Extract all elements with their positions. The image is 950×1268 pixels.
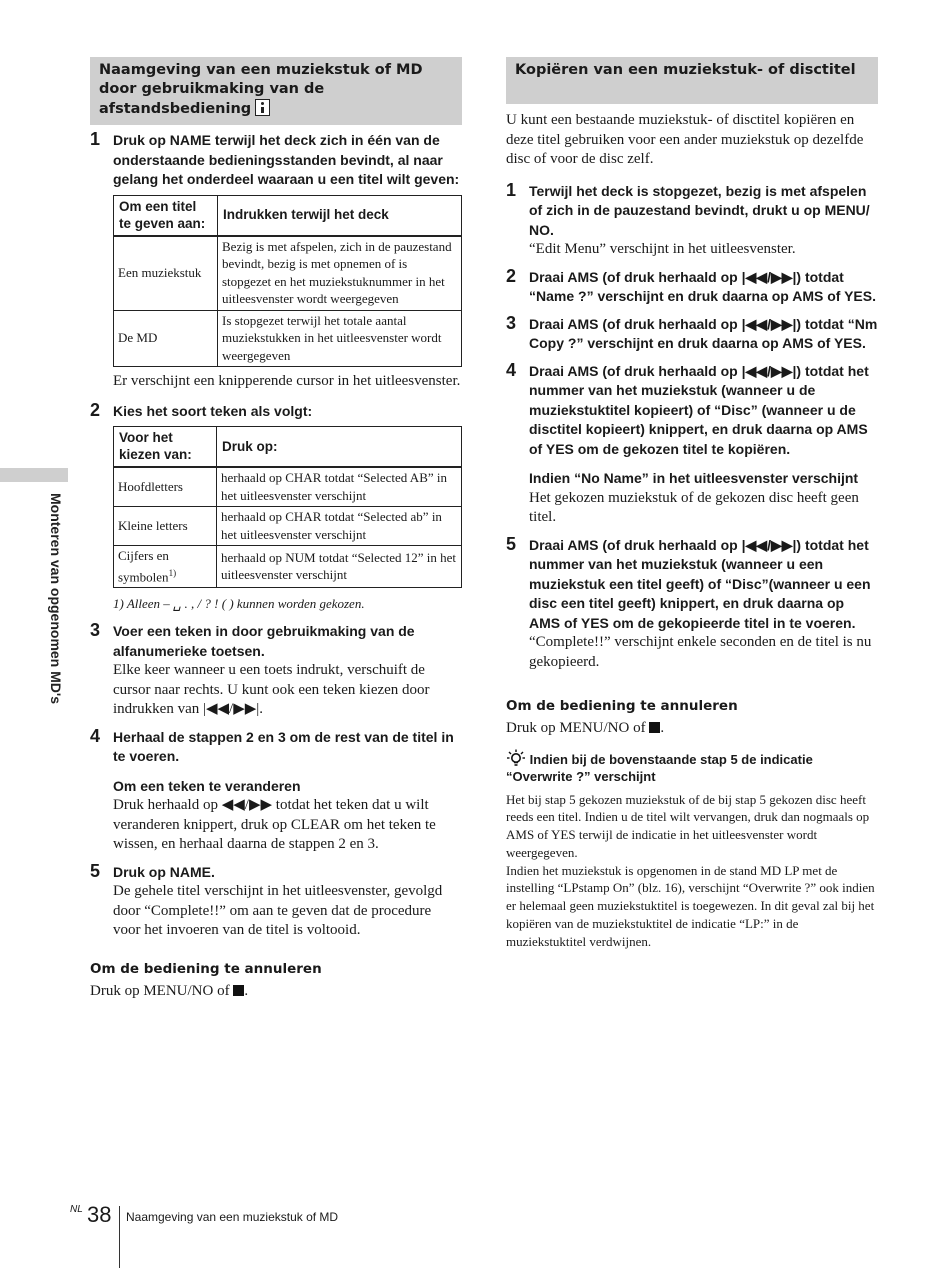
step-body: Het gekozen muziekstuk of de gekozen disc heeft geen titel. [529,489,859,525]
step-title: Kies het soort teken als volgt: [113,402,313,419]
step-number: 3 [506,312,517,333]
step-2 [506,265,878,307]
table-cell: Kleine letters [114,507,217,546]
page-number: 38 [87,1202,112,1227]
footer-running-title: Naamgeving van een muziekstuk of MD [126,1210,339,1224]
step-body: “Complete!!” verschijnt enkele seconden en de titel is nu gekopieerd. [529,634,872,670]
remote-control-icon [255,99,270,116]
step-title: Draai AMS (of druk herhaald op |◀◀/▶▶|) totdat het nummer van het muziekstuk (wanneer u de muziekstuktitel kopieert) of “Disc” (wanneer u de disctitel kopieert) knippert, en druk daarna op AMS of YES om de gekozen titel te kopiëren. [529,362,869,457]
tip-heading [506,749,878,785]
step-title: Draai AMS (of druk herhaald op |◀◀/▶▶|) totdat het nummer van het muziekstuk (wanneer u een muziekstuk een titel geeft) of “Disc”(wanneer u een disc een titel geeft) knippert, en druk daarna op AMS of YES om de gekopieerde titel in te voeren. [529,536,871,631]
table-header-cell: Druk op: [217,427,462,468]
step-body: Elke keer wanneer u een toets indrukt, verschuift de cursor naar rechts. U kunt ook een teken kiezen door indrukken van |◀◀/▶▶|. [113,662,430,718]
step-title: Druk op NAME. [113,863,215,880]
section-heading-text: Naamgeving van een muziekstuk of MD door gebruikmaking van de afstandsbediening [99,62,423,117]
side-tab-label: Monteren van opgenomen MD's [48,493,64,705]
step-5 [506,533,878,673]
step-number: 4 [506,359,517,380]
tip-body-2: Indien het muziekstuk is opgenomen in de stand MD LP met de instelling “LPstamp On” (blz. 16), verschijnt “Overwrite ?” ook indien er helemaal geen muziekstuktitel is toegewezen. In dit geval zal bij het kopiëren van de muziekstuktitel de indicatie “LP:” in de muziekstuktitel verdwijnen. [506,862,875,949]
step-number: 1 [506,179,517,200]
table-cell: De MD [114,310,218,367]
intro-text: U kunt een bestaande muziekstuk- of disctitel kopiëren en deze titel gebruiken voor een ander muziekstuk op dezelfde disc of voor de disc zelf. [506,112,864,167]
step-number: 5 [506,533,517,554]
table-header-row [114,427,462,468]
table-cell [114,546,217,588]
step-number: 4 [90,725,101,746]
table-header-cell: Indrukken terwijl het deck [218,195,462,236]
table-row [114,507,462,546]
table-header-row [114,195,462,236]
tip-heading-text: Indien bij de bovenstaande stap 5 de indicatie “Overwrite ?” verschijnt [506,751,813,784]
step-title: Terwijl het deck is stopgezet, bezig is met afspelen of zich in de pauzestand bevindt, drukt u op MENU/ NO. [529,182,870,238]
sub-heading: Om een teken te veranderen [113,777,301,794]
step-5 [90,860,462,941]
right-column [506,57,878,951]
step-3 [506,312,878,354]
step-body: De gehele titel verschijnt in het uitleesvenster, gevolgd door “Complete!!” om aan te geven dat de procedure voor het invoeren van de titel is voltooid. [113,883,443,939]
table-header-cell: Om een titel te geven aan: [114,195,218,236]
step-number: 3 [90,620,101,641]
section-heading-copy: Kopiëren van een muziekstuk- of disctitel [506,57,878,104]
step-body: “Edit Menu” verschijnt in het uitleesvenster. [529,241,796,257]
side-tab-marker [0,468,68,482]
table-cell: herhaald op NUM totdat “Selected 12” in het uitleesvenster verschijnt [217,546,462,588]
step-number: 2 [90,399,101,420]
table-cell: Hoofdletters [114,467,217,507]
table-cell: herhaald op CHAR totdat “Selected ab” in het uitleesvenster verschijnt [217,507,462,546]
stop-icon [233,985,244,996]
step-title: Draai AMS (of druk herhaald op |◀◀/▶▶|) totdat “Nm Copy ?” verschijnt en druk daarna op AMS of YES. [529,315,878,351]
step-number: 1 [90,129,101,149]
step-after-text: Er verschijnt een knipperende cursor in het uitleesvenster. [113,373,461,389]
step-1 [506,179,878,260]
cancel-text-line: Druk op MENU/NO of . [90,982,249,999]
table-cell: Bezig is met afspelen, zich in de pauzestand bevindt, bezig is met opnemen of is stopgezet en het muziekstuknummer in het uitleesvenster wordt weergegeven [218,236,462,311]
table-row [114,467,462,507]
naming-mode-table [113,195,462,368]
table-cell: Een muziekstuk [114,236,218,311]
footnote-marker: 1) [168,567,177,578]
footnote: 1) Alleen – ␣ . , / ? ! ( ) kunnen worden gekozen. [113,596,365,612]
footer-language: NL [70,1204,83,1215]
step-number: 5 [90,860,101,881]
left-column [90,57,462,1001]
table-row [114,310,462,367]
step-title: Druk op NAME terwijl het deck zich in één van de onderstaande bedieningsstanden bevindt, al naar gelang het onderdeel waaraan u een titel wilt geven: [113,132,460,187]
table-cell: herhaald op CHAR totdat “Selected AB” in het uitleesvenster verschijnt [217,467,462,507]
step-4 [90,725,462,855]
sub-heading: Indien “No Name” in het uitleesvenster verschijnt [529,470,859,486]
step-title: Voer een teken in door gebruikmaking van de alfanumerieke toetsen. [113,623,415,659]
table-row [114,546,462,588]
cancel-text: Druk op MENU/NO of [506,720,646,736]
table-header-cell: Voor het kiezen van: [114,427,217,468]
step-1 [90,131,462,392]
table-row [114,236,462,311]
step-body: Druk herhaald op ◀◀/▶▶ totdat het teken dat u wilt veranderen knippert, druk op CLEAR om het teken te wissen, en herhaal daarna de stappen 2 en 3. [113,797,436,853]
step-2 [90,399,462,613]
footer-divider [119,1206,120,1268]
tip-body-1: Het bij stap 5 gekozen muziekstuk of de bij stap 5 gekozen disc heeft reeds een titel. Indien u de titel wilt vervangen, druk dan nogmaals op AMS of YES terwijl de indicatie in het uitleesvenster wordt weergegeven. [506,791,870,860]
table-cell-text: Cijfers en symbolen [118,548,169,584]
character-type-table [113,426,462,588]
cancel-heading: Om de bediening te annuleren [90,960,322,977]
stop-icon [649,722,660,733]
section-heading-naming [90,57,462,125]
table-cell: Is stopgezet terwijl het totale aantal muziekstukken in het uitleesvenster wordt weergegeven [218,310,462,367]
cancel-heading: Om de bediening te annuleren [506,698,738,714]
step-number: 2 [506,265,517,286]
step-title: Draai AMS (of druk herhaald op |◀◀/▶▶|) totdat “Name ?” verschijnt en druk daarna op AMS of YES. [529,268,876,304]
lightbulb-icon [506,749,526,767]
step-4 [506,359,878,528]
step-3 [90,622,462,720]
cancel-text: Druk op MENU/NO of [90,982,230,999]
cancel-text-line: Druk op MENU/NO of . [506,720,665,736]
step-title: Herhaal de stappen 2 en 3 om de rest van de titel in te voeren. [113,728,454,765]
